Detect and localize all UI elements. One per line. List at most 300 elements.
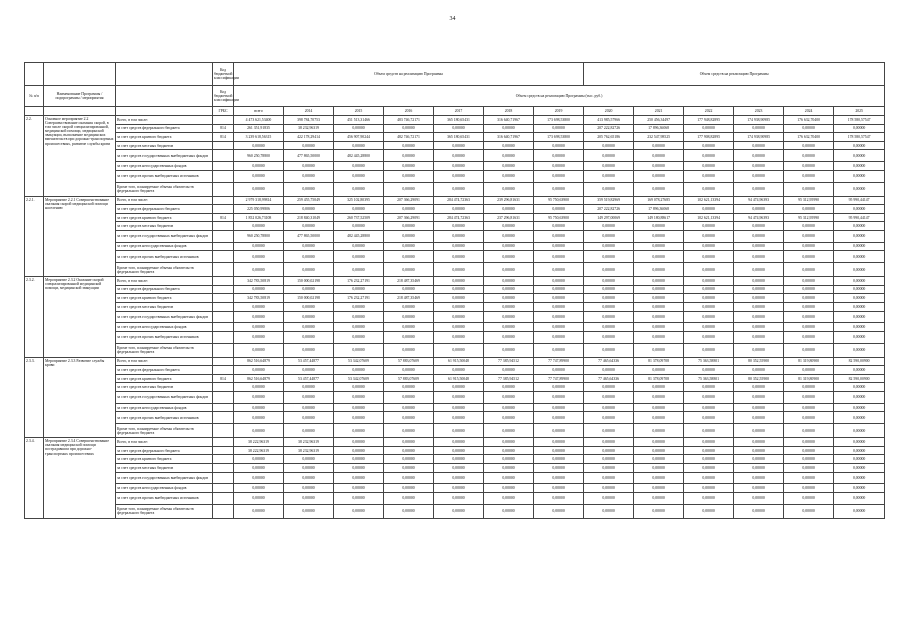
amount-cell: 0,00000	[784, 412, 834, 424]
amount-cell: 207 222,82726	[584, 205, 634, 214]
amount-cell: 0,00000	[784, 446, 834, 455]
amount-cell: 0,00000	[534, 438, 584, 447]
amount-cell: 0,00000	[434, 323, 484, 332]
amount-cell: 0,00000	[534, 311, 584, 323]
kbk-code	[213, 323, 234, 332]
kbk-code	[213, 392, 234, 404]
amount-cell: 53 342,07609	[334, 357, 384, 366]
header-year: 2018	[484, 107, 534, 116]
amount-cell: 0,00000	[684, 484, 734, 493]
amount-cell: 0,00000	[634, 383, 684, 392]
amount-cell: 0,00000	[684, 294, 734, 303]
kbk-code	[213, 150, 234, 162]
header-year: 2024	[784, 107, 834, 116]
amount-cell: 0,00000	[834, 294, 885, 303]
amount-cell: 77 385,94512	[484, 357, 534, 366]
amount-cell: 0,00000	[284, 412, 334, 424]
amount-cell: 0,00000	[484, 311, 534, 323]
amount-cell: 0,00000	[784, 472, 834, 484]
table-row	[25, 294, 885, 303]
amount-cell: 0,00000	[834, 311, 885, 323]
amount-cell: 176 232,27191	[334, 294, 384, 303]
amount-cell: 0,00000	[734, 141, 784, 150]
amount-cell: 0,00000	[684, 222, 734, 231]
amount-cell: 0,00000	[634, 412, 684, 424]
amount-cell: 0,00000	[334, 170, 384, 182]
amount-cell: 0,00000	[684, 343, 734, 357]
kbk-code	[213, 493, 234, 505]
table-row	[25, 403, 885, 412]
amount-cell: 0,00000	[534, 331, 584, 343]
amount-cell: 0,00000	[584, 263, 634, 277]
kbk-code	[213, 162, 234, 171]
amount-cell: 0,00000	[834, 141, 885, 150]
amount-cell: 0,00000	[734, 230, 784, 242]
amount-cell: 0,00000	[784, 323, 834, 332]
amount-cell: 0,00000	[584, 162, 634, 171]
amount-cell: 0,00000	[284, 383, 334, 392]
table-row	[25, 484, 885, 493]
amount-cell: 0,00000	[334, 124, 384, 133]
amount-cell: 0,00000	[234, 302, 284, 311]
kbk-code	[213, 357, 234, 366]
amount-cell: 0,00000	[734, 412, 784, 424]
header-year: 2019	[534, 107, 584, 116]
amount-cell: 359 519,82969	[584, 196, 634, 205]
amount-cell: 0,00000	[784, 294, 834, 303]
kbk-code	[213, 424, 234, 438]
amount-cell: 77 465,64336	[584, 357, 634, 366]
amount-cell: 0,00000	[284, 464, 334, 473]
amount-cell: 0,00000	[784, 343, 834, 357]
amount-cell: 0,00000	[434, 242, 484, 251]
funding-source: за счет средств краевого бюджета	[116, 133, 213, 142]
amount-cell: 0,00000	[484, 412, 534, 424]
amount-cell: 77 465,64336	[584, 374, 634, 383]
amount-cell: 0,00000	[334, 484, 384, 493]
kbk-code: 814	[213, 213, 234, 222]
amount-cell: 0,00000	[534, 343, 584, 357]
amount-cell: 0,00000	[334, 455, 384, 464]
funding-source: за счет средств прочих внебюджетных источников	[116, 412, 213, 424]
amount-cell: 0,00000	[484, 366, 534, 375]
kbk-code	[213, 230, 234, 242]
funding-source: за счет средств негосударственных фондов	[116, 484, 213, 493]
funding-source: за счет средств местных бюджетов	[116, 141, 213, 150]
amount-cell: 0,00000	[484, 222, 534, 231]
amount-cell: 0,00000	[834, 302, 885, 311]
measure-name: Мероприятие 2.2.1 Совершенствование оказания скорой медицинской помощи населению	[44, 196, 116, 277]
amount-cell: 0,00000	[534, 392, 584, 404]
amount-cell: 0,00000	[434, 438, 484, 447]
row-number: 2.3.2.	[25, 277, 44, 358]
amount-cell: 0,00000	[334, 263, 384, 277]
amount-cell: 365 180,65431	[434, 133, 484, 142]
amount-cell: 0,00000	[334, 162, 384, 171]
amount-cell: 0,00000	[834, 242, 885, 251]
amount-cell: 0,00000	[734, 222, 784, 231]
amount-cell: 0,00000	[484, 504, 534, 518]
amount-cell: 0,00000	[734, 484, 784, 493]
amount-cell: 0,00000	[384, 383, 434, 392]
amount-cell: 482 445,28800	[334, 230, 384, 242]
funding-source: за счет средств федерального бюджета	[116, 124, 213, 133]
kbk-code	[213, 455, 234, 464]
amount-cell: 0,00000	[434, 343, 484, 357]
amount-cell: 0,00000	[384, 302, 434, 311]
amount-cell: 0,00000	[534, 222, 584, 231]
amount-cell: 0,00000	[384, 170, 434, 182]
amount-cell: 0,00000	[434, 205, 484, 214]
amount-cell: 0,00000	[734, 205, 784, 214]
amount-cell: 477 865,50000	[284, 150, 334, 162]
amount-cell: 0,00000	[784, 331, 834, 343]
amount-cell: 0,00000	[384, 251, 434, 263]
amount-cell: 0,00000	[634, 366, 684, 375]
amount-cell: 0,00000	[234, 311, 284, 323]
amount-cell: 0,00000	[834, 472, 885, 484]
amount-cell: 0,00000	[334, 205, 384, 214]
amount-cell: 365 180,65431	[434, 116, 484, 125]
amount-cell: 0,00000	[434, 263, 484, 277]
amount-cell: 0,00000	[834, 464, 885, 473]
amount-cell: 0,00000	[384, 472, 434, 484]
amount-cell: 0,00000	[734, 242, 784, 251]
amount-cell: 0,00000	[584, 222, 634, 231]
table-row	[25, 222, 885, 231]
table-row	[25, 504, 885, 518]
amount-cell: 0,00000	[684, 263, 734, 277]
amount-cell: 0,00000	[284, 302, 334, 311]
amount-cell: 0,00000	[834, 455, 885, 464]
amount-cell: 0,00000	[684, 141, 734, 150]
amount-cell: 0,00000	[834, 504, 885, 518]
amount-cell: 0,00000	[634, 294, 684, 303]
header-year: 2022	[684, 107, 734, 116]
table-row	[25, 392, 885, 404]
amount-cell: 177 908,82895	[684, 133, 734, 142]
amount-cell: 0,00000	[584, 493, 634, 505]
table-row	[25, 162, 885, 171]
amount-cell: 316 640,71967	[484, 133, 534, 142]
amount-cell: 0,00000	[584, 392, 634, 404]
header-year: 2016	[384, 107, 434, 116]
amount-cell: 0,00000	[284, 182, 334, 196]
amount-cell: 0,00000	[784, 504, 834, 518]
kbk-code	[213, 251, 234, 263]
amount-cell: 0,00000	[334, 222, 384, 231]
amount-cell: 0,00000	[234, 162, 284, 171]
kbk-code	[213, 205, 234, 214]
header-year: 2014	[284, 107, 334, 116]
amount-cell: 0,00000	[534, 366, 584, 375]
amount-cell: 0,00000	[784, 311, 834, 323]
amount-cell: 0,00000	[784, 162, 834, 171]
amount-cell: 0,00000	[434, 484, 484, 493]
amount-cell: 0,00000	[584, 504, 634, 518]
amount-cell: 0,00000	[334, 438, 384, 447]
amount-cell: 0,00000	[384, 222, 434, 231]
amount-cell: 0,00000	[434, 124, 484, 133]
amount-cell: 0,00000	[634, 251, 684, 263]
amount-cell: 0,00000	[384, 331, 434, 343]
amount-cell: 0,00000	[484, 493, 534, 505]
amount-cell: 0,00000	[534, 302, 584, 311]
amount-cell: 0,00000	[434, 472, 484, 484]
amount-cell: 149 297,00069	[584, 213, 634, 222]
funding-source: за счет средств государственных внебюджетных фондов	[116, 311, 213, 323]
amount-cell: 0,00000	[584, 412, 634, 424]
amount-cell: 0,00000	[584, 403, 634, 412]
header-code: Код бюджетной классификации	[213, 86, 234, 107]
amount-cell: 239 296,81631	[484, 196, 534, 205]
amount-cell: 0,00000	[434, 504, 484, 518]
amount-cell: 169 078,27685	[634, 196, 684, 205]
amount-cell: 0,00000	[434, 150, 484, 162]
header-year: 2020	[584, 107, 634, 116]
amount-cell: 0,00000	[734, 493, 784, 505]
header-row-1	[25, 63, 885, 86]
amount-cell: 0,00000	[484, 141, 534, 150]
measure-name: Мероприятие 2.3.2 Оказание скорой специализированной медицинской помощи, медицинской эвакуации	[44, 277, 116, 358]
amount-cell: 0,00000	[634, 242, 684, 251]
amount-cell: 0,00000	[284, 323, 334, 332]
amount-cell: 0,00000	[234, 285, 284, 294]
amount-cell: 0,00000	[834, 150, 885, 162]
amount-cell: 482 746,72171	[384, 133, 434, 142]
amount-cell: 0,00000	[284, 493, 334, 505]
amount-cell: 0,00000	[534, 504, 584, 518]
amount-cell: 0,00000	[284, 311, 334, 323]
amount-cell: 2 979 318,99814	[234, 196, 284, 205]
amount-cell: 0,00000	[634, 150, 684, 162]
amount-cell: 80 352,55900	[734, 357, 784, 366]
amount-cell: 82 590,00900	[834, 357, 885, 366]
amount-cell: 284 474,72363	[434, 213, 484, 222]
amount-cell: 0,00000	[834, 162, 885, 171]
amount-cell: 95 750,63900	[534, 213, 584, 222]
amount-cell: 0,00000	[734, 455, 784, 464]
amount-cell: 0,00000	[284, 205, 334, 214]
amount-cell: 95 750,63900	[534, 196, 584, 205]
amount-cell: 0,00000	[634, 182, 684, 196]
amount-cell: 0,00000	[284, 366, 334, 375]
amount-cell: 0,00000	[584, 472, 634, 484]
amount-cell: 0,00000	[484, 392, 534, 404]
amount-cell: 0,00000	[534, 242, 584, 251]
kbk-code	[213, 438, 234, 447]
amount-cell: 1 852 026,73108	[234, 213, 284, 222]
amount-cell: 0,00000	[784, 230, 834, 242]
amount-cell: 0,00000	[284, 331, 334, 343]
table-row	[25, 141, 885, 150]
amount-cell: 102 621,13394	[684, 196, 734, 205]
amount-cell: 0,00000	[634, 311, 684, 323]
funding-source: за счет средств государственных внебюджетных фондов	[116, 472, 213, 484]
amount-cell: 61 915,50048	[434, 374, 484, 383]
amount-cell: 0,00000	[684, 311, 734, 323]
amount-cell: 178 580,57547	[834, 116, 885, 125]
amount-cell: 0,00000	[484, 182, 534, 196]
amount-cell: 0,00000	[234, 323, 284, 332]
amount-cell: 0,00000	[634, 343, 684, 357]
amount-cell: 0,00000	[534, 251, 584, 263]
amount-cell: 0,00000	[784, 205, 834, 214]
amount-cell: 0,00000	[634, 504, 684, 518]
amount-cell: 0,00000	[484, 383, 534, 392]
amount-cell: 0,00000	[534, 493, 584, 505]
funding-source: за счет средств краевого бюджета	[116, 455, 213, 464]
kbk-code	[213, 484, 234, 493]
amount-cell: 0,00000	[434, 230, 484, 242]
amount-cell: 0,00000	[334, 311, 384, 323]
table-row	[25, 493, 885, 505]
amount-cell: 0,00000	[584, 464, 634, 473]
amount-cell: 0,00000	[534, 472, 584, 484]
amount-cell: 0,00000	[784, 141, 834, 150]
amount-cell: 94 474,96393	[734, 196, 784, 205]
funding-source: Всего, в том числе:	[116, 116, 213, 125]
kbk-code	[213, 116, 234, 125]
table-row	[25, 374, 885, 383]
amount-cell: 0,00000	[584, 343, 634, 357]
amount-cell: 0,00000	[684, 302, 734, 311]
amount-cell: 17 896,36068	[634, 124, 684, 133]
amount-cell: 77 747,89900	[534, 357, 584, 366]
amount-cell: 0,00000	[234, 222, 284, 231]
row-number: 2.3.3.	[25, 357, 44, 438]
amount-cell: 0,00000	[334, 493, 384, 505]
amount-cell: 0,00000	[684, 242, 734, 251]
measure-name: Мероприятие 2.3.4 Совершенствование оказания медицинской помощи пострадавшим при дорожно-транспортных происшествиях	[44, 438, 116, 519]
amount-cell: 38 232,96319	[284, 438, 334, 447]
header-year: 2025	[834, 107, 885, 116]
amount-cell: 0,00000	[234, 182, 284, 196]
amount-cell: 0,00000	[634, 331, 684, 343]
amount-cell: 0,00000	[734, 383, 784, 392]
amount-cell: 0,00000	[284, 285, 334, 294]
amount-cell: 0,00000	[684, 446, 734, 455]
amount-cell: 482 445,28800	[334, 150, 384, 162]
header-year: всего	[234, 107, 284, 116]
table-row	[25, 230, 885, 242]
funding-source: Кроме того, планируемые объемы обязательств федерального бюджета	[116, 343, 213, 357]
funding-source: за счет средств негосударственных фондов	[116, 242, 213, 251]
amount-cell: 260 737,52509	[334, 213, 384, 222]
header-year: 2023	[734, 107, 784, 116]
kbk-code	[213, 222, 234, 231]
amount-cell: 0,00000	[534, 124, 584, 133]
amount-cell: 0,00000	[384, 263, 434, 277]
amount-cell: 0,00000	[234, 455, 284, 464]
amount-cell: 0,00000	[784, 150, 834, 162]
funding-source: Кроме того, планируемые объемы обязательств федерального бюджета	[116, 182, 213, 196]
amount-cell: 0,00000	[634, 222, 684, 231]
amount-cell: 176 632,70400	[784, 133, 834, 142]
funding-source: Всего, в том числе:	[116, 357, 213, 366]
amount-cell: 0,00000	[584, 251, 634, 263]
kbk-code	[213, 182, 234, 196]
amount-cell: 0,00000	[484, 484, 534, 493]
amount-cell: 0,00000	[634, 484, 684, 493]
kbk-code	[213, 263, 234, 277]
amount-cell: 0,00000	[284, 263, 334, 277]
amount-cell: 0,00000	[484, 455, 534, 464]
amount-cell: 0,00000	[584, 277, 634, 286]
amount-cell: 81 378,09708	[634, 374, 684, 383]
amount-cell: 0,00000	[784, 424, 834, 438]
amount-cell: 0,00000	[734, 438, 784, 447]
table-row	[25, 446, 885, 455]
table-row	[25, 438, 885, 447]
amount-cell: 0,00000	[834, 366, 885, 375]
amount-cell: 0,00000	[584, 331, 634, 343]
amount-cell: 0,00000	[734, 464, 784, 473]
amount-cell: 0,00000	[484, 323, 534, 332]
funding-source: за счет средств краевого бюджета	[116, 294, 213, 303]
kbk-code	[213, 446, 234, 455]
amount-cell: 0,00000	[384, 242, 434, 251]
amount-cell: 53 342,07609	[334, 374, 384, 383]
amount-cell: 4 473 621,53400	[234, 116, 284, 125]
amount-cell: 57 883,07609	[384, 374, 434, 383]
amount-cell: 0,00000	[584, 446, 634, 455]
amount-cell: 862 516,64879	[234, 374, 284, 383]
amount-cell: 0,00000	[784, 302, 834, 311]
amount-cell: 0,00000	[234, 383, 284, 392]
amount-cell: 0,00000	[284, 472, 334, 484]
amount-cell: 0,00000	[634, 446, 684, 455]
amount-cell: 0,00000	[634, 302, 684, 311]
amount-cell: 0,00000	[784, 124, 834, 133]
funding-source: Всего, в том числе:	[116, 438, 213, 447]
amount-cell: 0,00000	[784, 277, 834, 286]
amount-cell: 0,00000	[684, 331, 734, 343]
row-number: 2.3.4.	[25, 438, 44, 519]
amount-cell: 38 222,96319	[234, 446, 284, 455]
table-row	[25, 277, 885, 286]
funding-source: за счет средств федерального бюджета	[116, 366, 213, 375]
amount-cell: 0,00000	[684, 323, 734, 332]
amount-cell: 960 250,78800	[234, 150, 284, 162]
funding-source: Всего, в том числе:	[116, 196, 213, 205]
amount-cell: 57 883,07609	[384, 357, 434, 366]
table-row	[25, 412, 885, 424]
amount-cell: 0,00000	[684, 285, 734, 294]
amount-cell: 0,00000	[684, 392, 734, 404]
funding-source: за счет средств местных бюджетов	[116, 222, 213, 231]
amount-cell: 0,00000	[384, 424, 434, 438]
amount-cell: 0,00000	[384, 392, 434, 404]
header-volume-sub: Объем средств на реализацию Программы (тыс. руб.)	[234, 86, 885, 107]
header-empty	[44, 107, 116, 116]
amount-cell: 0,00000	[534, 205, 584, 214]
amount-cell: 0,00000	[484, 150, 534, 162]
amount-cell: 0,00000	[284, 242, 334, 251]
amount-cell: 0,00000	[384, 446, 434, 455]
kbk-code	[213, 383, 234, 392]
amount-cell: 0,00000	[484, 124, 534, 133]
amount-cell: 0,00000	[334, 366, 384, 375]
measure-name: Основное мероприятие 2.2 Совершенствование оказания скорой, в том числе скорой специализированной, медицинской помощи, медицинской эвакуации, выполнение медицинских вмешательств при дорожно-транспортных происшествиях, развитие службы крови	[44, 116, 116, 197]
amount-cell: 0,00000	[334, 446, 384, 455]
amount-cell: 0,00000	[734, 251, 784, 263]
measure-name: Мероприятие 2.3.3 Развитие службы крови	[44, 357, 116, 438]
table-row	[25, 133, 885, 142]
amount-cell: 0,00000	[784, 493, 834, 505]
amount-cell: 0,00000	[584, 323, 634, 332]
amount-cell: 0,00000	[284, 251, 334, 263]
